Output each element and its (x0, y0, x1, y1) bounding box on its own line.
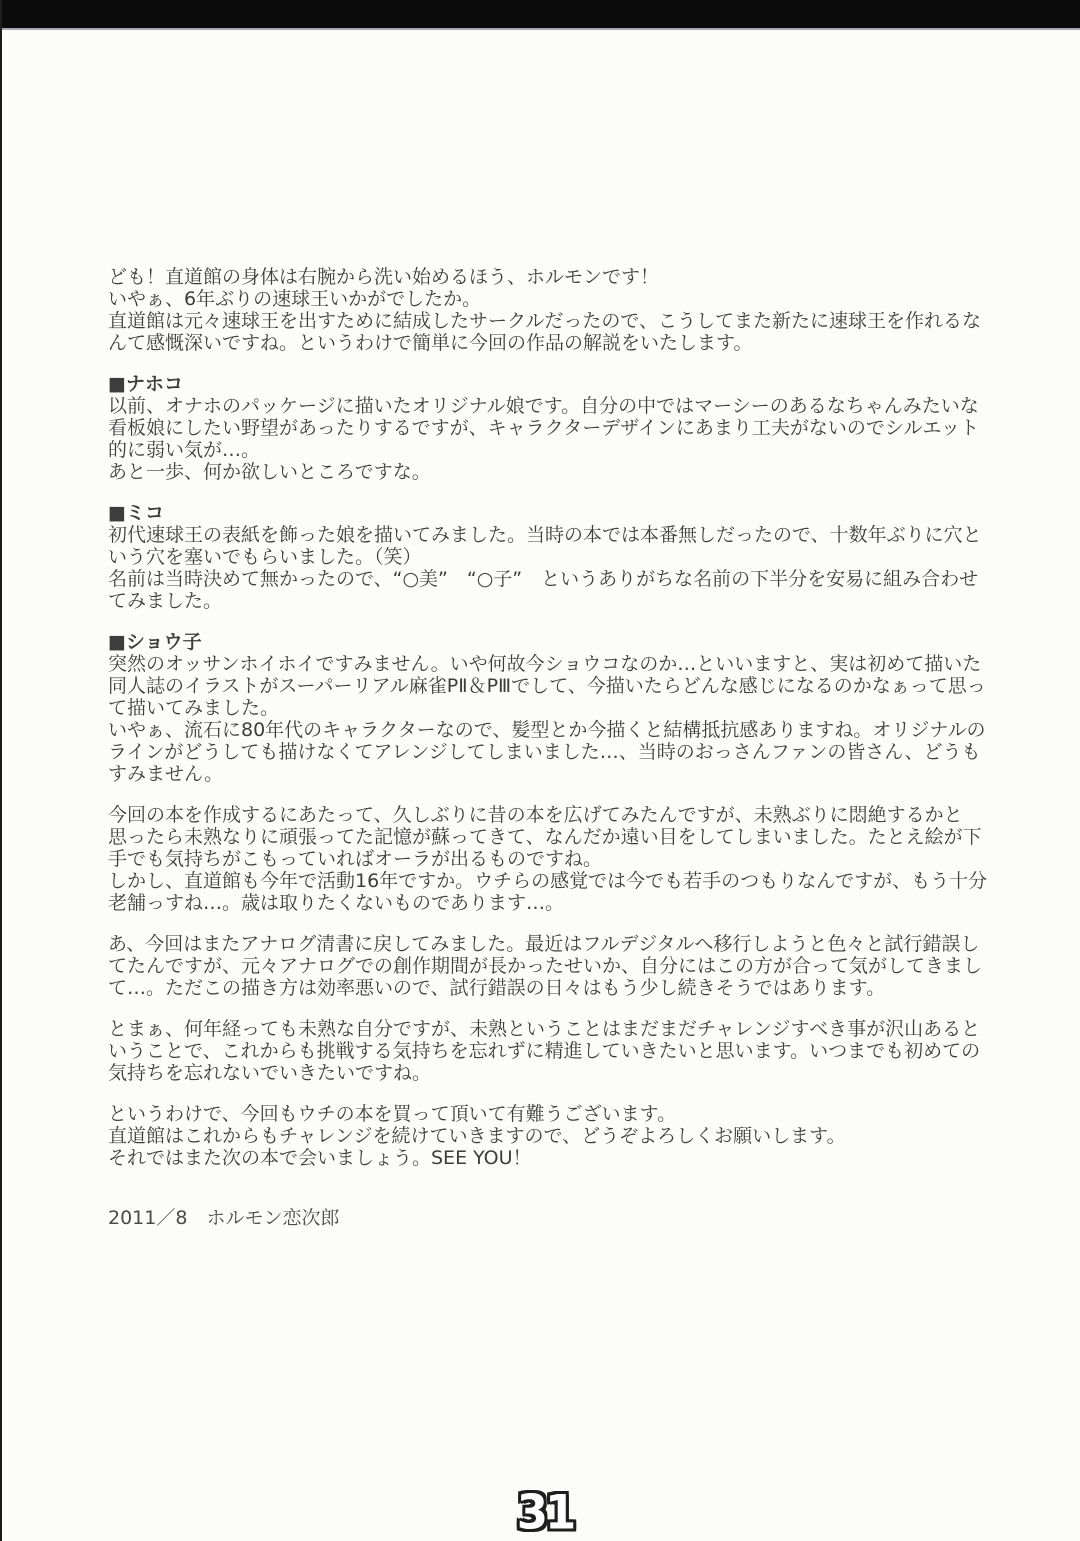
text-line: いう穴を塞いでもらいました。（笑） (108, 546, 422, 568)
text-line: てたんですが、元々アナログでの創作期間が長かったせいか、自分にはこの方が合って気がしてきまし (108, 955, 983, 977)
text-line: すみません。 (108, 763, 224, 785)
section-body-nahoko (108, 395, 998, 483)
text-line: 看板娘にしたい野望があったりするですが、キャラクターデザインにあまり工夫がないのでシルエット (108, 417, 980, 439)
text-line: あと一歩、何か欲しいところですな。 (108, 461, 431, 483)
section-shouko (108, 631, 998, 785)
text-line: 気持ちを忘れないでいきたいですね。 (108, 1062, 432, 1084)
section-body-miko (108, 524, 998, 612)
text-line: しかし、直道館も今年で活動16年ですか。ウチらの感覚では今でも若手のつもりなんですが、もう十分 (108, 870, 988, 892)
scan-edge-top (0, 0, 1080, 30)
text-line: 初代速球王の表紙を飾った娘を描いてみました。当時の本では本番無しだったので、十数年ぶりに穴と (108, 524, 982, 546)
text-line: 同人誌のイラストがスーパーリアル麻雀PⅡ＆PⅢでして、今描いたらどんな感じになるのかなぁって思っ (108, 675, 986, 697)
text-line: というわけで、今回もウチの本を買って頂いて有難うございます。 (108, 1103, 677, 1125)
page-number: 31 (516, 1484, 574, 1541)
text-line: いうことで、これからも挑戦する気持ちを忘れずに精進していきたいと思います。いつまでも初めての (108, 1040, 981, 1062)
section-nahoko (108, 373, 998, 483)
section-heading-nahoko: ■ナホコ (108, 373, 183, 395)
scan-edge-left (0, 0, 2, 1541)
text-line: 直道館はこれからもチャレンジを続けていきますので、どうぞよろしくお願いします。 (108, 1125, 846, 1147)
text-line: 突然のオッサンホイホイですみません。いや何故今ショウコなのか…といいますと、実は初めて描いた (108, 653, 982, 675)
closing-paragraph-2 (108, 933, 998, 999)
text-line: 思ったら未熟なりに頑張ってた記憶が蘇ってきて、なんだか遠い目をしてしまいました。たとえ絵が下 (108, 826, 982, 848)
text-line: いやぁ、流石に80年代のキャラクターなので、髪型とか今描くと結構抵抗感ありますね。オリジナルの (108, 719, 986, 741)
text-line: それではまた次の本で会いましょう。SEE YOU！ (108, 1147, 532, 1169)
text-line: ども！直道館の身体は右腕から洗い始めるほう、ホルモンです！ (108, 266, 660, 288)
section-heading-miko: ■ミコ (108, 502, 164, 524)
afterword-text-column (108, 266, 998, 1229)
text-line: 以前、オナホのパッケージに描いたオリジナル娘です。自分の中ではマーシーのあるなちゃんみたいな (108, 395, 979, 417)
text-line: 直道館は元々速球王を出すために結成したサークルだったので、こうしてまた新たに速球王を作れるな (108, 310, 982, 332)
section-miko (108, 502, 998, 612)
section-heading-shouko: ■ショウ子 (108, 631, 202, 653)
text-line: あ、今回はまたアナログ清書に戻してみました。最近はフルデジタルへ移行しようと色々と試行錯誤し (108, 933, 980, 955)
text-line: て描いてみました。 (108, 697, 280, 719)
closing-paragraph-3 (108, 1018, 998, 1084)
text-line: 手でも気持ちがこもっていればオーラが出るものですね。 (108, 848, 603, 870)
text-line: んて感慨深いですね。というわけで簡単に今回の作品の解説をいたします。 (108, 332, 753, 354)
section-body-shouko (108, 653, 998, 785)
text-line: 的に弱い気が…。 (108, 439, 261, 461)
text-line: て…。ただこの描き方は効率悪いので、試行錯誤の日々はもう少し続きそうではあります。 (108, 977, 886, 999)
intro-paragraph (108, 266, 998, 354)
closing-paragraph-4 (108, 1103, 998, 1169)
text-line: ラインがどうしても描けなくてアレンジしてしまいました…、当時のおっさんファンの皆さん、どうも (108, 741, 981, 763)
text-line: いやぁ、6年ぶりの速球王いかがでしたか。 (108, 288, 482, 310)
signature-line: 2011／8 ホルモン恋次郎 (108, 1207, 340, 1229)
text-line: てみました。 (108, 590, 223, 612)
text-line: 今回の本を作成するにあたって、久しぶりに昔の本を広げてみたんですが、未熟ぶりに悶絶するかと (108, 804, 963, 826)
text-line: 名前は当時決めて無かったので、“○美” “○子” というありがちな名前の下半分を安易に組み合わせ (108, 568, 979, 590)
text-line: 老舗っすね…。歳は取りたくないものであります…。 (108, 892, 565, 914)
text-line: とまぁ、何年経っても未熟な自分ですが、未熟ということはまだまだチャレンジすべき事が沢山あると (108, 1018, 981, 1040)
closing-paragraph-1 (108, 804, 998, 914)
